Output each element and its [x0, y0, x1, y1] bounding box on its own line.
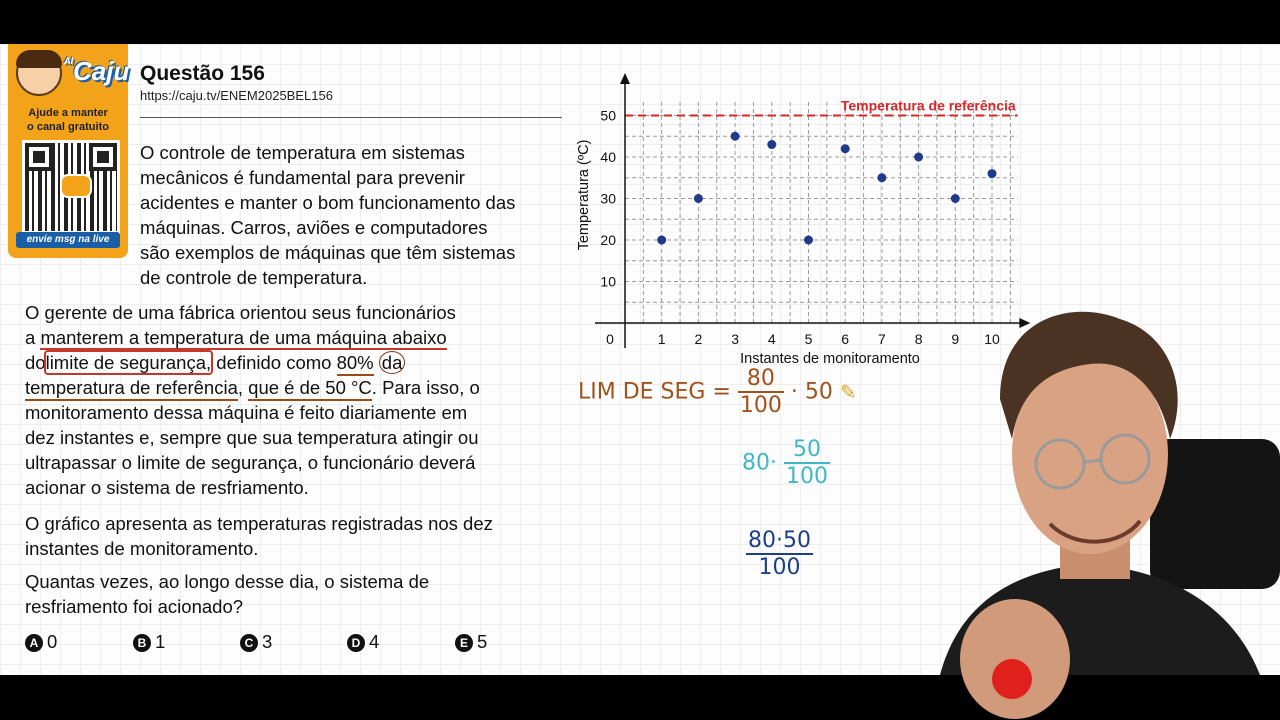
- badge-tagline-1: Ajude a manter: [28, 107, 108, 119]
- option-a-marker: A: [25, 634, 43, 652]
- x-tick-label: 2: [694, 331, 703, 347]
- hand-den-2: 100: [786, 464, 828, 489]
- red-marker-icon: [992, 659, 1032, 699]
- video-frame: [0, 44, 1280, 675]
- p2-line: [25, 350, 480, 375]
- option-c-marker: C: [240, 634, 258, 652]
- badge-tagline-2: o canal gratuito: [27, 121, 109, 133]
- hand-num-3: 80·50: [748, 528, 811, 553]
- x-tick-label: 1: [657, 331, 666, 347]
- data-point: [877, 173, 886, 182]
- question-prompt: [25, 569, 429, 619]
- hand-den: 100: [739, 393, 782, 418]
- intro-line: acidentes e manter o bom funcionamento das: [140, 192, 516, 213]
- p3-line: O gráfico apresenta as temperaturas registradas nos dez: [25, 513, 493, 534]
- data-point: [914, 153, 923, 162]
- data-point: [988, 169, 997, 178]
- handwritten-line-2: [742, 437, 830, 489]
- option-e[interactable]: [455, 631, 487, 653]
- hand-num: 80: [746, 366, 775, 391]
- chat-bubble-icon: [60, 174, 92, 198]
- caju-logo: [64, 56, 130, 90]
- x-tick-label: 7: [878, 331, 886, 347]
- y-tick-label: 40: [600, 149, 616, 165]
- p2-line: acionar o sistema de resfriamento.: [25, 477, 309, 498]
- data-point: [951, 194, 960, 203]
- option-c-value: 3: [262, 631, 273, 652]
- p4-line: Quantas vezes, ao longo desse dia, o sistema de: [25, 571, 430, 592]
- x-tick-label: 3: [731, 331, 739, 347]
- hand-fraction: [738, 366, 784, 418]
- p2-line: ultrapassar o limite de segurança, o funcionário deverá: [25, 452, 476, 473]
- hand-num-2: 50: [793, 437, 821, 462]
- p4-line: resfriamento foi acionado?: [25, 596, 244, 617]
- badge-footer: envie msg na live: [16, 232, 120, 248]
- handwritten-line-1: [578, 366, 857, 418]
- intro-paragraph: [140, 140, 515, 290]
- x-tick-label: 9: [951, 331, 960, 347]
- hand-factor: 50: [804, 379, 833, 405]
- data-point: [694, 194, 703, 203]
- option-a[interactable]: [25, 631, 57, 653]
- question-link[interactable]: https://caju.tv/ENEM2025BEL156: [140, 88, 333, 103]
- underline-value: que é de 50 °C: [248, 377, 372, 401]
- y-axis-arrow-icon: [620, 73, 630, 84]
- question-title: Questão 156: [140, 62, 265, 85]
- mascot-avatar: [16, 50, 62, 96]
- reference-line-label: Temperatura de referência: [840, 97, 1016, 114]
- graph-description: [25, 511, 493, 561]
- option-b-marker: B: [133, 634, 151, 652]
- p2-line: O gerente de uma fábrica orientou seus funcionários: [25, 302, 456, 323]
- hand-fraction-2: [784, 437, 830, 489]
- intro-line: máquinas. Carros, aviões e computadores: [140, 217, 488, 238]
- p2-text: ,: [237, 377, 249, 398]
- chair-back: [1150, 439, 1280, 589]
- badge-tagline: [14, 106, 122, 134]
- intro-line: O controle de temperatura em sistemas: [140, 142, 465, 163]
- x-tick-label: 8: [914, 331, 923, 347]
- p2-text: a: [25, 327, 41, 348]
- option-c[interactable]: [240, 631, 272, 653]
- handwritten-line-3: [746, 528, 813, 580]
- presenter-video: [900, 279, 1280, 675]
- intro-line: mecânicos é fundamental para prevenir: [140, 167, 465, 188]
- option-e-value: 5: [477, 631, 488, 652]
- header-divider: [140, 117, 562, 118]
- x-tick-label: 5: [804, 331, 813, 347]
- data-point: [804, 236, 813, 245]
- option-a-value: 0: [47, 631, 58, 652]
- data-point: [767, 140, 776, 149]
- option-d[interactable]: [347, 631, 379, 653]
- p2-text: do: [25, 352, 46, 373]
- circled-word: da: [379, 351, 406, 374]
- data-point: [657, 236, 666, 245]
- caju-logo-sup: AI: [64, 56, 73, 66]
- x-tick-label: 6: [841, 331, 850, 347]
- hand-label: LIM DE SEG =: [578, 379, 731, 405]
- data-point: [731, 132, 740, 141]
- intro-line: são exemplos de máquinas que têm sistemas: [140, 242, 516, 263]
- problem-paragraph: [25, 300, 480, 500]
- caju-badge[interactable]: [8, 44, 128, 258]
- option-b-value: 1: [155, 631, 166, 652]
- y-tick-label: 50: [600, 107, 616, 124]
- boxed-annotation: limite de segurança,: [45, 352, 212, 373]
- presenter-hand: [960, 599, 1070, 719]
- y-axis-label: Temperatura (ºC): [576, 139, 592, 251]
- hand-dot: ·: [790, 379, 798, 405]
- hand-den-3: 100: [746, 553, 813, 580]
- option-d-marker: D: [347, 634, 365, 652]
- y-tick-label: 30: [600, 190, 616, 207]
- option-d-value: 4: [369, 631, 380, 652]
- data-point: [841, 144, 850, 153]
- x-tick-label: 10: [984, 331, 1000, 347]
- y-tick-label: 20: [600, 232, 616, 248]
- underline-percent: 80%: [337, 352, 374, 376]
- option-e-marker: E: [455, 634, 473, 652]
- underline-annotation: manterem a temperatura de uma máquina abaixo: [40, 327, 447, 348]
- hand-factor-2: 80·: [742, 450, 777, 476]
- x-axis-label: Instantes de monitoramento: [740, 351, 920, 367]
- p2-line: [25, 325, 480, 350]
- x-tick-label: 4: [767, 331, 776, 347]
- pencil-icon: ✎: [839, 380, 857, 404]
- p2-line: [25, 375, 480, 400]
- origin-label: 0: [606, 331, 614, 347]
- intro-line: de controle de temperatura.: [140, 267, 368, 288]
- p2-text: . Para isso, o: [371, 377, 480, 398]
- p2-line: dez instantes e, sempre que sua temperatura atingir ou: [25, 427, 479, 448]
- option-b[interactable]: [133, 631, 165, 653]
- p3-line: instantes de monitoramento.: [25, 538, 259, 559]
- p2-text: [374, 352, 379, 373]
- caju-logo-text: Caju: [73, 56, 130, 86]
- underline-reference: temperatura de referência: [25, 377, 238, 401]
- y-tick-label: 10: [600, 273, 616, 290]
- p2-line: monitoramento dessa máquina é feito diariamente em: [25, 402, 468, 423]
- glasses-bridge: [1084, 460, 1101, 462]
- hand-fraction-3: [746, 528, 813, 580]
- p2-text: definido como: [211, 352, 337, 373]
